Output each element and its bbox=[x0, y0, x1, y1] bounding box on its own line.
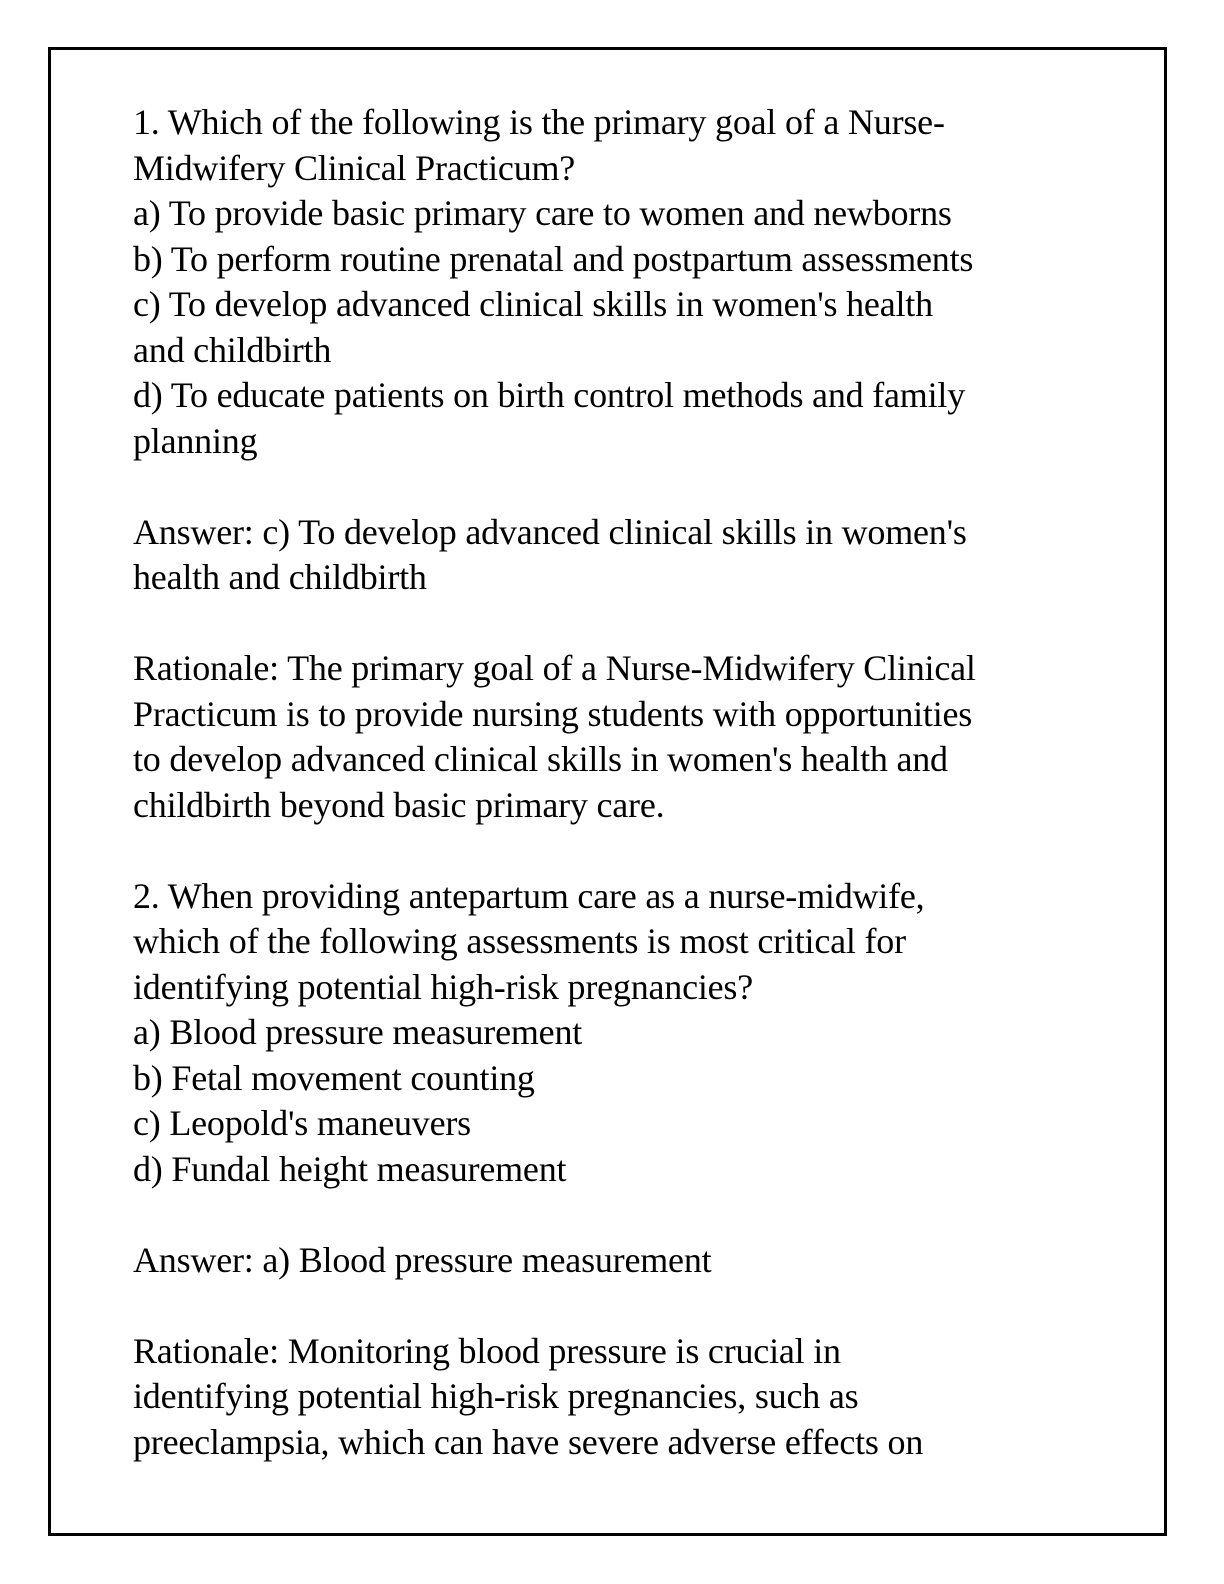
question-1-rationale-line-3: to develop advanced clinical skills in women's health and bbox=[133, 739, 948, 779]
question-1-rationale-line-4: childbirth beyond basic primary care. bbox=[133, 784, 665, 825]
question-2-rationale-line-2: identifying potential high-risk pregnancies, such as bbox=[133, 1376, 859, 1416]
question-1-answer bbox=[133, 510, 1133, 601]
question-1-option-c: c) To develop advanced clinical skills in women's health bbox=[133, 284, 933, 324]
question-2-answer-line-1: Answer: a) Blood pressure measurement bbox=[133, 1239, 712, 1280]
question-2 bbox=[133, 874, 1133, 1193]
question-1-answer-line-1: Answer: c) To develop advanced clinical skills in women's bbox=[133, 511, 967, 552]
question-1-option-c-cont: and childbirth bbox=[133, 329, 332, 370]
question-1-stem-line-1: 1. Which of the following is the primary goal of a Nurse- bbox=[133, 102, 945, 142]
question-2-option-c: c) Leopold's maneuvers bbox=[133, 1103, 471, 1143]
question-1-option-d-cont: planning bbox=[133, 420, 258, 461]
question-2-rationale bbox=[133, 1329, 1133, 1466]
question-2-answer bbox=[133, 1238, 1133, 1284]
document-content bbox=[133, 100, 1133, 1465]
question-2-option-b: b) Fetal movement counting bbox=[133, 1057, 535, 1098]
question-1-rationale-line-2: Practicum is to provide nursing students with opportunities bbox=[133, 693, 973, 734]
question-1-answer-line-2: health and childbirth bbox=[133, 557, 427, 597]
question-1-option-a: a) To provide basic primary care to women and newborns bbox=[133, 193, 952, 233]
question-2-option-d: d) Fundal height measurement bbox=[133, 1148, 567, 1189]
question-1-option-b: b) To perform routine prenatal and postpartum assessments bbox=[133, 238, 974, 279]
question-1-option-d: d) To educate patients on birth control methods and family bbox=[133, 375, 966, 415]
question-2-stem-line-2: which of the following assessments is most critical for bbox=[133, 921, 906, 961]
question-2-option-a: a) Blood pressure measurement bbox=[133, 1012, 583, 1052]
question-1-stem-line-2: Midwifery Clinical Practicum? bbox=[133, 147, 576, 188]
question-2-rationale-line-3: preeclampsia, which can have severe adverse effects on bbox=[133, 1421, 924, 1462]
question-1-rationale-line-1: Rationale: The primary goal of a Nurse-Midwifery Clinical bbox=[133, 648, 976, 688]
question-1-rationale bbox=[133, 646, 1133, 828]
question-2-stem-line-1: 2. When providing antepartum care as a nurse-midwife, bbox=[133, 875, 925, 916]
question-1 bbox=[133, 100, 1133, 464]
question-2-stem-line-3: identifying potential high-risk pregnancies? bbox=[133, 966, 754, 1007]
question-2-rationale-line-1: Rationale: Monitoring blood pressure is crucial in bbox=[133, 1330, 841, 1371]
